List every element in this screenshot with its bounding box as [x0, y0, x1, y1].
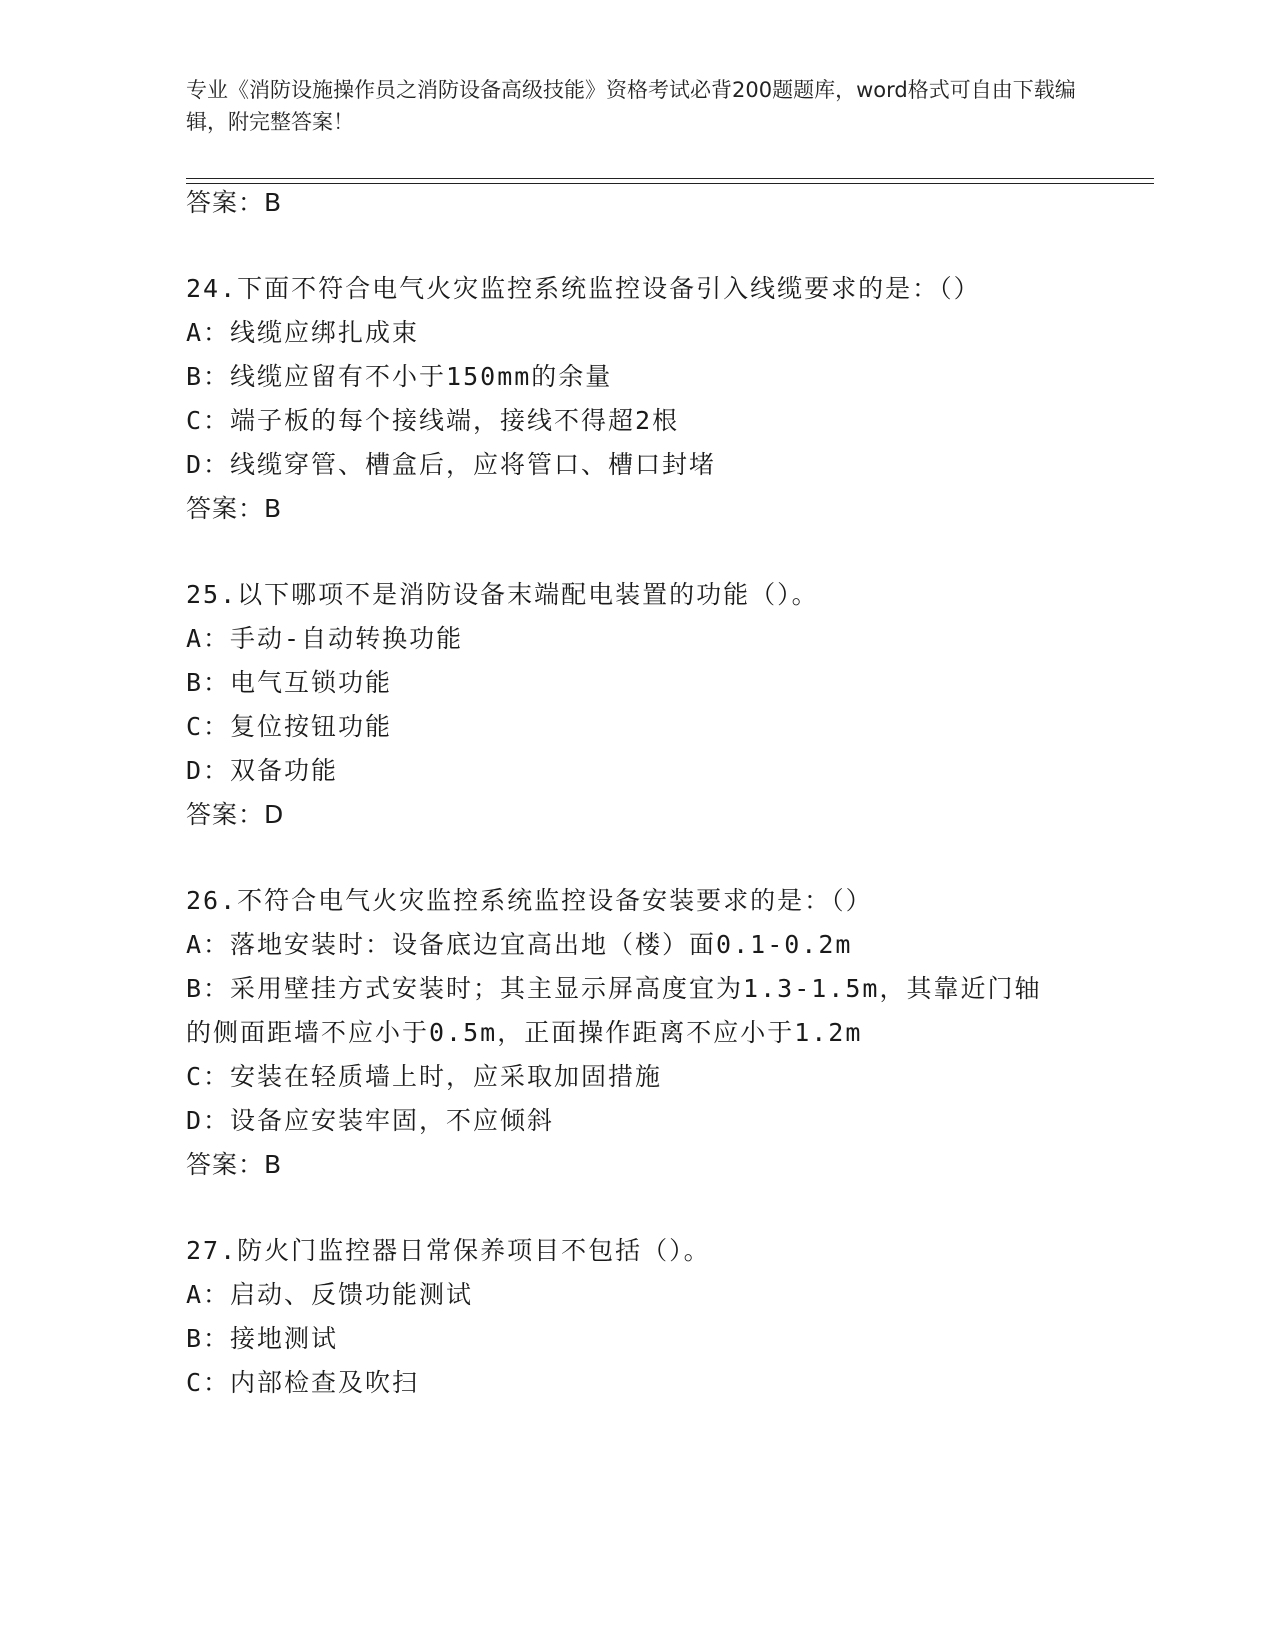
question-24-option-b: B：线缆应留有不小于150mm的余量 [186, 362, 613, 391]
question-24-option-d: D：线缆穿管、槽盒后，应将管口、槽口封堵 [186, 450, 717, 479]
page-header: 专业《消防设施操作员之消防设备高级技能》资格考试必背200题题库，word格式可自由下载编辑，附完整答案！ [186, 78, 1076, 134]
question-26-option-b: B：采用壁挂方式安装时；其主显示屏高度宜为1.3-1.5m，其靠近门轴 [186, 974, 1042, 1003]
question-24-option-a: A：线缆应绑扎成束 [186, 318, 420, 347]
answer-26: 答案：B [186, 1150, 283, 1179]
question-25-option-d: D：双备功能 [186, 756, 339, 785]
answer-25: 答案：D [186, 800, 285, 829]
question-26-option-c: C：安装在轻质墙上时，应采取加固措施 [186, 1062, 663, 1091]
question-26-option-d: D：设备应安装牢固，不应倾斜 [186, 1106, 555, 1135]
question-25-option-c: C：复位按钮功能 [186, 712, 393, 741]
answer-24: 答案：B [186, 494, 283, 523]
question-25-stem: 25.以下哪项不是消防设备末端配电装置的功能（）。 [186, 580, 819, 609]
question-24-option-c: C：端子板的每个接线端，接线不得超2根 [186, 406, 680, 435]
header-divider [186, 178, 1154, 179]
question-25-option-a: A：手动-自动转换功能 [186, 624, 464, 653]
question-25-option-b: B：电气互锁功能 [186, 668, 393, 697]
header-divider-secondary [186, 183, 1154, 184]
question-26-stem: 26.不符合电气火灾监控系统监控设备安装要求的是：（） [186, 886, 873, 915]
question-26-option-b-continued: 的侧面距墙不应小于0.5m，正面操作距离不应小于1.2m [186, 1018, 863, 1047]
question-27-option-a: A：启动、反馈功能测试 [186, 1280, 474, 1309]
question-27-option-c: C：内部检查及吹扫 [186, 1368, 420, 1397]
question-27-option-b: B：接地测试 [186, 1324, 339, 1353]
question-24-stem: 24.下面不符合电气火灾监控系统监控设备引入线缆要求的是：（） [186, 274, 981, 303]
answer-23: 答案：B [186, 188, 283, 217]
question-27-stem: 27.防火门监控器日常保养项目不包括（）。 [186, 1236, 711, 1265]
question-26-option-a: A：落地安装时：设备底边宜高出地（楼）面0.1-0.2m [186, 930, 853, 959]
